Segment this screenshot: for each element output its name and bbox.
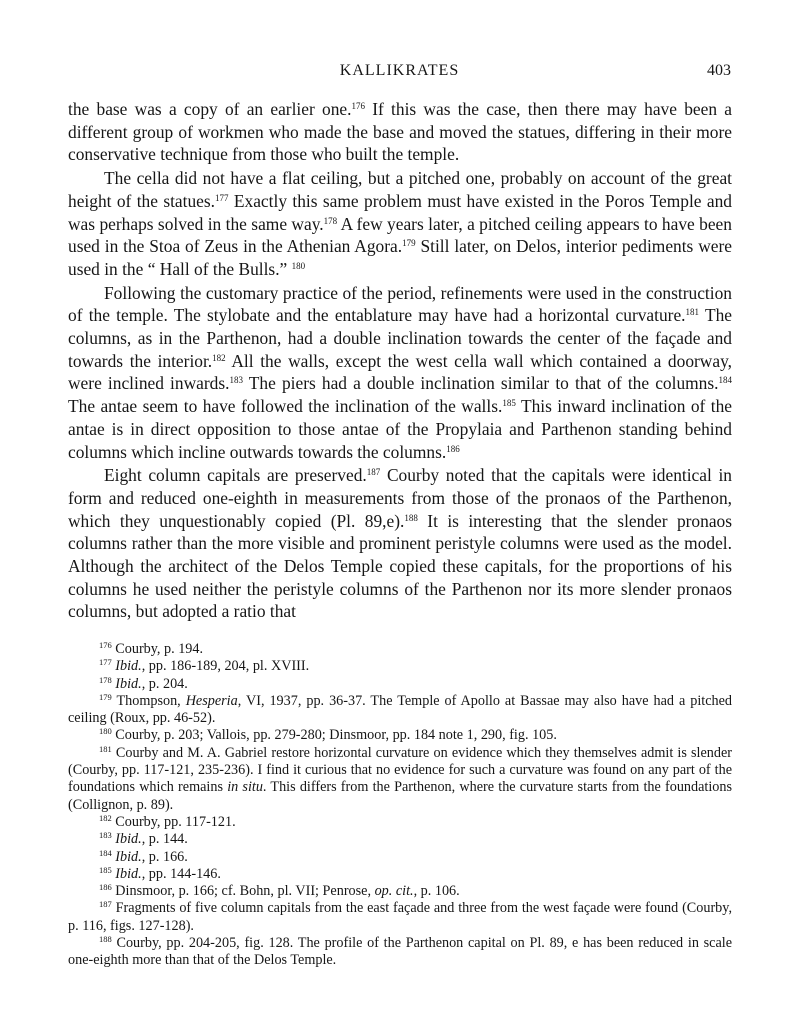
text-run: the base was a copy of an earlier one. [68, 99, 352, 119]
footnote-ref: 179 [402, 238, 416, 249]
footnote-ref: 186 [446, 443, 460, 454]
text-run: . This differs from the Parthenon, where the curvature starts from the foundations (Collignon, p. 89). [68, 779, 732, 813]
paragraph [68, 464, 732, 623]
footnote-ref: 188 [404, 512, 418, 523]
italic-run: Ibid. [115, 865, 142, 882]
text-run: Exactly this same problem must have existed in the Poros Temple and was perhaps solved in the same way. [68, 190, 732, 234]
footnote [68, 831, 732, 848]
footnote-ref: 183 [229, 375, 243, 386]
text-run: , VI, 1937, pp. 36-37. The Temple of Apollo at Bassae may also have had a pitched ceiling (Roux, pp. 46-52). [68, 692, 732, 727]
text-run: Courby, pp. 204-205, fig. 128. The profile of the Parthenon capital on Pl. 89, e has been reduced in scale one-eighth more than that of the Delos Temple. [68, 935, 732, 969]
paragraph [68, 98, 732, 166]
italic-run: in situ [227, 779, 263, 796]
text-run: , pp. 186-189, 204, pl. XVIII. [141, 658, 310, 675]
text-run: The cella did not have a flat ceiling, but a pitched one, probably on account of the great height of the statues. [68, 168, 732, 211]
text-run: , p. 166. [141, 848, 188, 865]
text-run: This inward inclination of the antae is in direct opposition to those antae of the Propylaia and Parthenon standing behind columns which incline outwards towards the columns. [68, 396, 732, 462]
text-run: Eight column capitals are preserved. [104, 465, 367, 486]
footnote-ref: 187 [366, 467, 381, 478]
footnote-ref: 177 [215, 192, 229, 203]
text-run: Fragments of five column capitals from the east façade and three from the west façade were found (Courby, p. 116, figs. 127-128). [68, 900, 732, 934]
italic-run: Hesperia [185, 692, 238, 709]
text-run: The columns, as in the Parthenon, had a double inclination towards the center of the façade and towards the interior. [68, 305, 732, 371]
footnote-ref: 180 [99, 726, 112, 737]
text-run: Courby and M. A. Gabriel restore horizontal curvature on evidence which they themselves admit is slender (Courby, pp. 117-121, 235-236). I find it curious that no evidence for such a curvature was found on any part of the foundations which remains [68, 744, 732, 796]
footnote-ref: 186 [99, 882, 112, 893]
footnote-ref: 177 [99, 657, 112, 668]
footnote [68, 900, 732, 935]
paragraph [68, 282, 732, 464]
footnotes [68, 641, 732, 970]
main-text [68, 98, 732, 623]
italic-run: op. cit. [374, 883, 414, 900]
text-run: Following the customary practice of the period, refinements were used in the construction of the temple. The stylobate and the entablature may have had a horizontal curvature. [68, 282, 732, 326]
text-run: A few years later, a pitched ceiling appears to have been used in the Stoa of Zeus in the Athenian Agora. [68, 213, 732, 257]
footnote [68, 745, 732, 814]
text-run: , p. 144. [141, 831, 188, 848]
footnote-ref: 180 [291, 260, 306, 271]
footnote-ref: 183 [99, 830, 112, 841]
footnote-ref: 184 [718, 375, 732, 386]
page-number: 403 [707, 62, 731, 79]
text-run: Courby noted that the capitals were identical in form and reduced one-eighth in measurements from those of the pronaos of the Parthenon, which they unquestionably copied (Pl. 89,e). [68, 465, 733, 531]
footnote-ref: 176 [99, 640, 112, 650]
text-run: The antae seem to have followed the inclination of the walls. [68, 396, 503, 417]
footnote-ref: 184 [99, 847, 112, 858]
footnote-ref: 185 [99, 864, 112, 875]
footnote-ref: 187 [99, 899, 112, 910]
footnote-ref: 178 [99, 674, 112, 685]
text-run: If this was the case, then there may have been a different group of workmen who made the base and moved the statues, differing in their more conservative technique from those who built the temple. [68, 99, 732, 165]
italic-run: Ibid. [115, 675, 142, 692]
text-run: It is interesting that the slender pronaos columns rather than the more visible and prominent peristyle columns were used as the model. Although the architect of the Delos Temple copied these capitals, for the proportions of his columns he used neither the peristyle columns of the Parthenon nor its more slender pronaos columns, but adopted a ratio that [68, 510, 732, 622]
text-run: Dinsmoor, p. 166; cf. Bohn, pl. VII; Penrose, [111, 883, 375, 900]
text-run: Still later, on Delos, interior pediments were used in the “ Hall of the Bulls.” [68, 236, 732, 279]
footnote-ref: 182 [99, 812, 112, 823]
text-run: , p. 106. [413, 883, 460, 900]
text-run: Courby, p. 194. [111, 641, 204, 657]
text-run: The piers had a double inclination similar to that of the columns. [242, 373, 719, 394]
text-run: Courby, p. 203; Vallois, pp. 279-280; Dinsmoor, pp. 184 note 1, 290, fig. 105. [111, 727, 557, 744]
footnote [68, 727, 732, 744]
footnote [68, 814, 732, 831]
text-run: , p. 204. [141, 675, 188, 692]
footnote-ref: 182 [212, 352, 226, 363]
footnote-ref: 188 [99, 934, 112, 945]
footnote [68, 641, 732, 658]
italic-run: Ibid. [115, 848, 142, 865]
footnote [68, 676, 732, 693]
footnote [68, 658, 732, 675]
footnote-ref: 181 [99, 743, 112, 754]
text-run: Courby, pp. 117-121. [111, 813, 236, 830]
italic-run: Ibid. [115, 658, 142, 675]
text-run: Thompson, [111, 692, 186, 709]
footnote [68, 866, 732, 883]
footnote [68, 935, 732, 970]
running-title: KALLIKRATES [339, 62, 460, 79]
text-run: , pp. 144-146. [141, 865, 221, 882]
footnote-ref: 181 [685, 307, 700, 318]
footnote [68, 849, 732, 866]
footnote-ref: 179 [99, 691, 112, 702]
footnote-ref: 185 [502, 398, 516, 409]
footnote [68, 883, 732, 900]
footnote-ref: 178 [323, 215, 338, 226]
italic-run: Ibid. [115, 831, 142, 848]
page-header [68, 62, 731, 84]
footnote [68, 693, 732, 728]
paragraph [68, 167, 732, 281]
footnote-ref: 176 [351, 101, 365, 111]
text-run: All the walls, except the west cella wall which contained a doorway, were inclined inwards. [68, 350, 732, 394]
